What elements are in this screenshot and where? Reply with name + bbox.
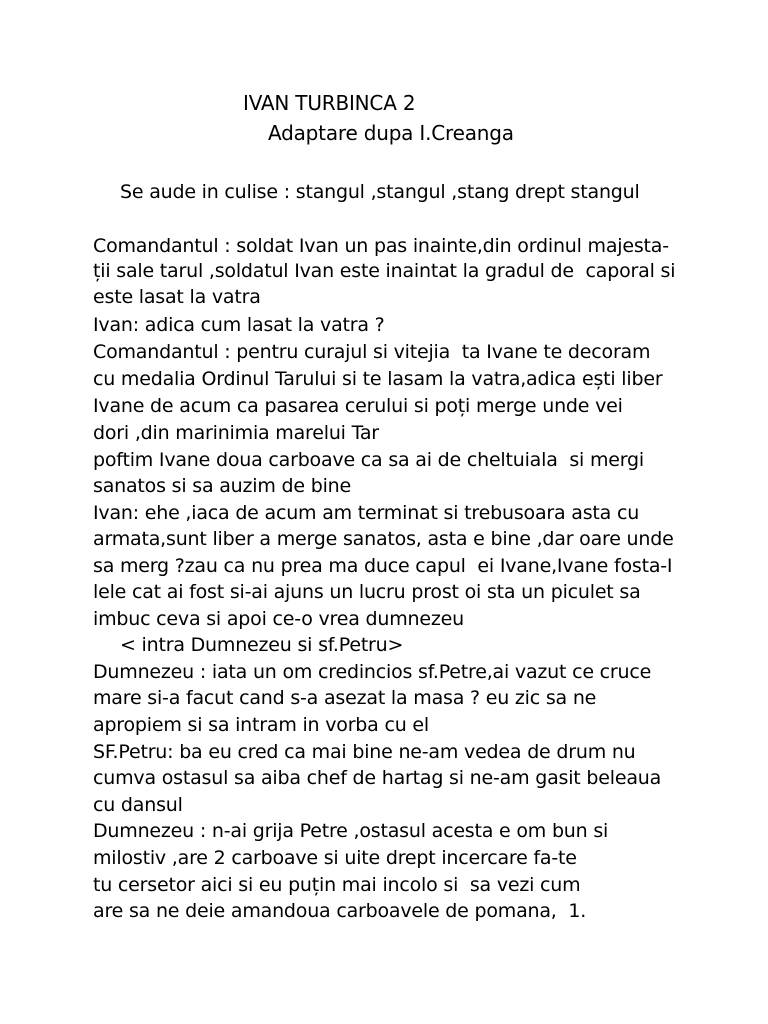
text-line: dori ,din marinimia marelui Tar [93, 422, 379, 444]
text-line: cumva ostasul sa aiba chef de hartag si ne-am gasit beleaua [93, 767, 662, 789]
text-line: cu medalia Ordinul Tarului si te lasam la vatra,adica ești liber [93, 368, 663, 390]
text-line: Dumnezeu : n-ai grija Petre ,ostasul acesta e om bun si [93, 820, 609, 842]
text-line: Comandantul : pentru curajul si vitejia ta Ivane te decoram [93, 341, 651, 363]
text-line: milostiv ,are 2 carboave si uite drept incercare fa-te [93, 847, 577, 869]
text-line: are sa ne deie amandoua carboavele de pomana, 1. [93, 900, 587, 922]
text-line: Dumnezeu : iata un om credincios sf.Petre,ai vazut ce cruce [93, 661, 652, 683]
text-line: Ivan: ehe ,iaca de acum am terminat si trebusoara asta cu [93, 502, 640, 524]
text-line: Comandantul : soldat Ivan un pas inainte,din ordinul majesta- [93, 235, 669, 257]
document-title: IVAN TURBINCA 2 [243, 91, 416, 115]
text-line: imbuc ceva si apoi ce-o vrea dumnezeu [93, 608, 464, 630]
text-line: mare si-a facut cand s-a asezat la masa ? eu zic sa ne [93, 687, 597, 709]
text-line: sa merg ?zau ca nu prea ma duce capul ei Ivane,Ivane fosta-I [93, 555, 673, 577]
text-line: lele cat ai fost si-ai ajuns un lucru prost oi sta un piculet sa [93, 581, 641, 603]
stage-direction: < intra Dumnezeu si sf.Petru> [120, 634, 404, 656]
text-line: Ivan: adica cum lasat la vatra ? [93, 314, 385, 336]
stage-direction: Se aude in culise : stangul ,stangul ,stang drept stangul [120, 181, 640, 203]
document-subtitle: Adaptare dupa I.Creanga [268, 121, 514, 145]
text-line: SF.Petru: ba eu cred ca mai bine ne-am vedea de drum nu [93, 741, 636, 763]
text-line: tu cersetor aici si eu puțin mai incolo si sa vezi cum [93, 874, 581, 896]
text-line: ții sale tarul ,soldatul Ivan este inaintat la gradul de caporal si [93, 260, 676, 282]
text-line: apropiem si sa intram in vorba cu el [93, 714, 429, 736]
text-line: cu dansul [93, 794, 183, 816]
text-line: poftim Ivane doua carboave ca sa ai de cheltuiala si mergi [93, 449, 644, 471]
text-line: este lasat la vatra [93, 286, 261, 308]
text-line: Ivane de acum ca pasarea cerului si poți merge unde vei [93, 395, 623, 417]
text-line: armata,sunt liber a merge sanatos, asta e bine ,dar oare unde [93, 528, 674, 550]
text-line: sanatos si sa auzim de bine [93, 475, 351, 497]
